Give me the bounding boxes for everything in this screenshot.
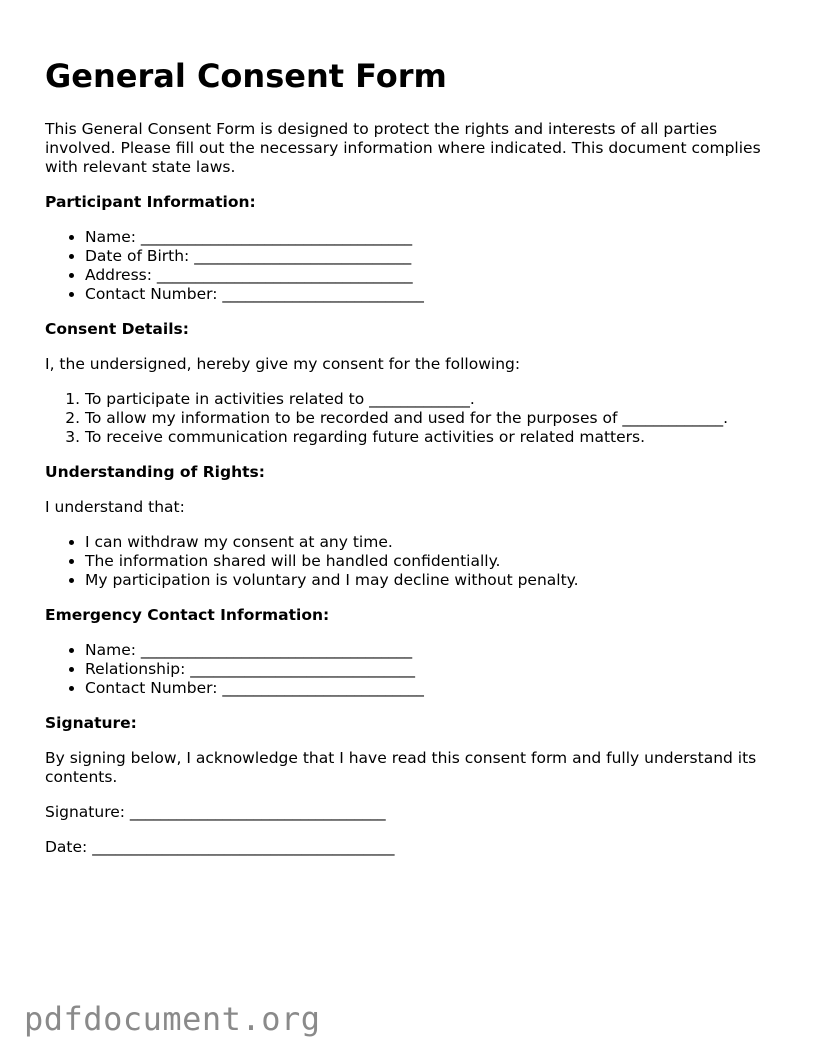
date-field: Date: _______________________________________ (45, 838, 395, 856)
participant-heading: Participant Information: (45, 193, 256, 211)
document-page (45, 54, 785, 873)
consent-item-activities: 1. To participate in activities related to _____________. (85, 390, 785, 409)
watermark-logo: pdfdocument.org (24, 1000, 321, 1038)
participant-contact-field: • Contact Number: __________________________ (85, 285, 785, 304)
page-title: General Consent Form (45, 57, 447, 95)
rights-list (45, 533, 785, 590)
consent-item-communication: 3. To receive communication regarding future activities or related matters. (85, 428, 785, 447)
participant-name-field: • Name: ___________________________________ (85, 228, 785, 247)
consent-lead: I, the undersigned, hereby give my consent for the following: (45, 355, 521, 373)
rights-item-withdraw: • I can withdraw my consent at any time. (85, 533, 785, 552)
emergency-list (45, 641, 785, 698)
consent-heading: Consent Details: (45, 320, 189, 338)
emergency-relationship-field: • Relationship: _____________________________ (85, 660, 785, 679)
signature-heading: Signature: (45, 714, 137, 732)
participant-dob-field: • Date of Birth: ____________________________ (85, 247, 785, 266)
consent-list (45, 390, 785, 447)
rights-lead: I understand that: (45, 498, 185, 516)
participant-list (45, 228, 785, 304)
emergency-contact-field: • Contact Number: __________________________ (85, 679, 785, 698)
rights-heading: Understanding of Rights: (45, 463, 265, 481)
emergency-name-field: • Name: ___________________________________ (85, 641, 785, 660)
rights-item-confidential: • The information shared will be handled confidentially. (85, 552, 785, 571)
emergency-heading: Emergency Contact Information: (45, 606, 330, 624)
signature-acknowledgement: By signing below, I acknowledge that I have read this consent form and fully understand its contents. (45, 749, 757, 786)
participant-address-field: • Address: _________________________________ (85, 266, 785, 285)
intro-paragraph: This General Consent Form is designed to protect the rights and interests of all parties involved. Please fill out the necessary information where indicated. This document complies with relevant state laws. (45, 120, 761, 176)
consent-item-information: 2. To allow my information to be recorded and used for the purposes of _____________. (85, 409, 785, 428)
signature-field: Signature: _________________________________ (45, 803, 386, 821)
rights-item-voluntary: • My participation is voluntary and I may decline without penalty. (85, 571, 785, 590)
